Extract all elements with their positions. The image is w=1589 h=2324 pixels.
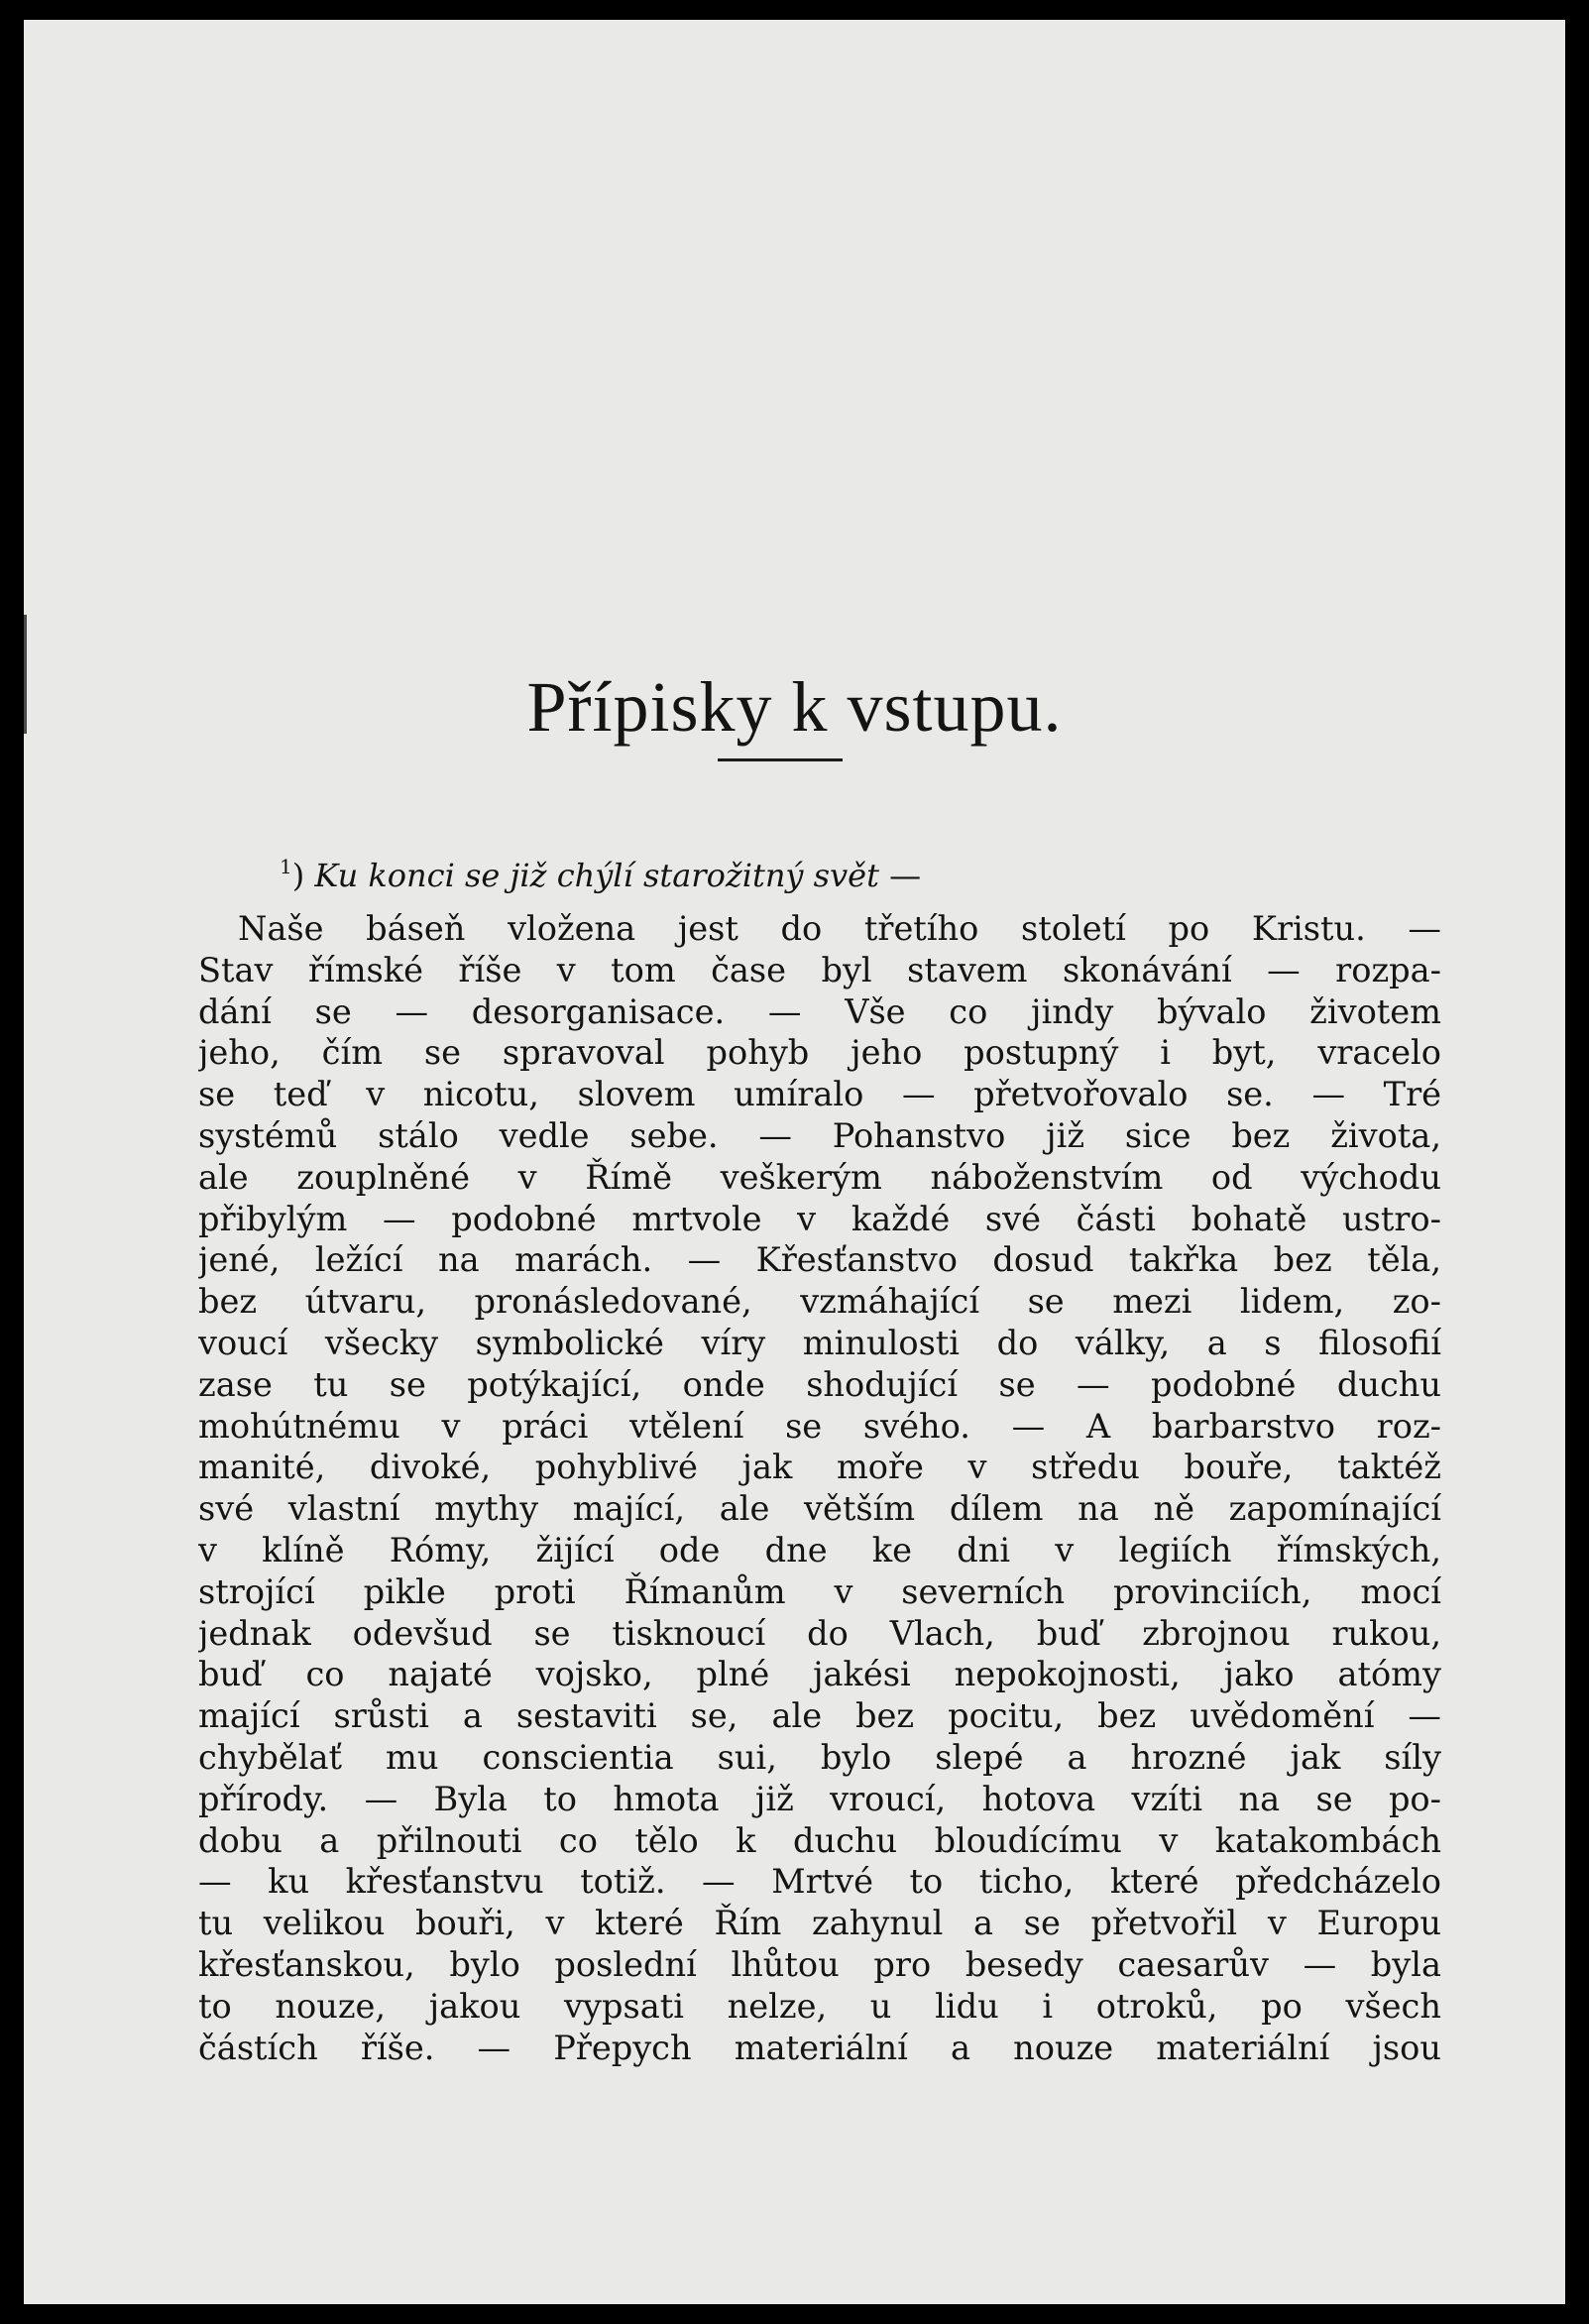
text-line: strojící pikle proti Římanům v severních provinciích, mocí <box>198 1571 1441 1611</box>
text-line: zase tu se potýkající, onde shodující se — podobné duchu <box>198 1364 1441 1404</box>
text-line: dání se — desorganisace. — Vše co jindy bývalo životem <box>198 991 1441 1031</box>
book-page <box>24 20 1565 2304</box>
text-line: jeho, čím se spravoval pohyb jeho postupný i byt, vracelo <box>198 1033 1441 1073</box>
footnote-dash: — <box>878 857 922 894</box>
text-line: buď co najaté vojsko, plné jakési nepokojnosti, jako atómy <box>198 1655 1441 1694</box>
text-line: Stav římské říše v tom čase byl stavem skonávání — rozpa- <box>198 950 1441 989</box>
text-line: tu velikou bouři, v které Řím zahynul a se přetvořil v Europu <box>198 1904 1441 1943</box>
text-line: křesťanskou, bylo poslední lhůtou pro besedy caesarův — byla <box>198 1944 1441 1984</box>
page-title: Přípisky k vstupu. <box>526 667 1063 748</box>
text-line: mohútnému v práci vtělení se svého. — A barbarstvo roz- <box>198 1406 1441 1446</box>
text-line: částích říše. — Přepych materiální a nouze materiální jsou <box>198 2028 1441 2067</box>
text-line: ale zouplněné v Římě veškerým náboženstvím od východu <box>198 1157 1441 1197</box>
text-line: se teď v nicotu, slovem umíralo — přetvořovalo se. — Tré <box>198 1075 1441 1114</box>
text-line: — ku křesťanstvu totiž. — Mrtvé to ticho, které předcházelo <box>198 1862 1441 1902</box>
text-line: to nouze, jakou vypsati nelze, u lidu i otroků, po všech <box>198 1986 1441 2026</box>
text-line: přibylým — podobné mrtvole v každé své části bohatě ustro- <box>198 1199 1441 1238</box>
footnote-quote: Ku konci se již chýlí starožitný svět <box>314 857 879 894</box>
text-line: chybělať mu conscientia sui, bylo slepé a hrozné jak síly <box>198 1737 1441 1777</box>
title-divider <box>718 758 843 761</box>
text-line: své vlastní mythy mající, ale větším dílem na ně zapomínající <box>198 1489 1441 1529</box>
text-line: jednak odevšud se tisknoucí do Vlach, buď zbrojnou rukou, <box>198 1613 1441 1653</box>
footnote-number: 1 <box>280 855 292 878</box>
text-line: dobu a přilnouti co tělo k duchu bloudícímu v katakombách <box>198 1820 1441 1860</box>
text-line: bez útvaru, pronásledované, vzmáhající se mezi lidem, zo- <box>198 1282 1441 1322</box>
text-line: mající srůsti a sestaviti se, ale bez pocitu, bez uvědomění — <box>198 1696 1441 1736</box>
text-line: Naše báseň vložena jest do třetího století po Kristu. — <box>238 909 1441 948</box>
text-line: v klíně Rómy, žijící ode dne ke dni v legiích římských, <box>198 1530 1441 1569</box>
text-line: přírody. — Byla to hmota již vroucí, hotova vzíti na se po- <box>198 1779 1441 1818</box>
text-line: voucí všecky symbolické víry minulosti do války, a s filosofií <box>198 1323 1441 1362</box>
footnote-heading <box>280 855 921 894</box>
text-line: jené, ležící na marách. — Křesťanstvo dosud takřka bez těla, <box>198 1240 1441 1280</box>
body-text <box>198 908 1441 2068</box>
text-line: manité, divoké, pohyblivé jak moře v středu bouře, taktéž <box>198 1448 1441 1487</box>
text-line: systémů stálo vedle sebe. — Pohanstvo již sice bez života, <box>198 1115 1441 1155</box>
footnote-paren: ) <box>291 857 305 894</box>
